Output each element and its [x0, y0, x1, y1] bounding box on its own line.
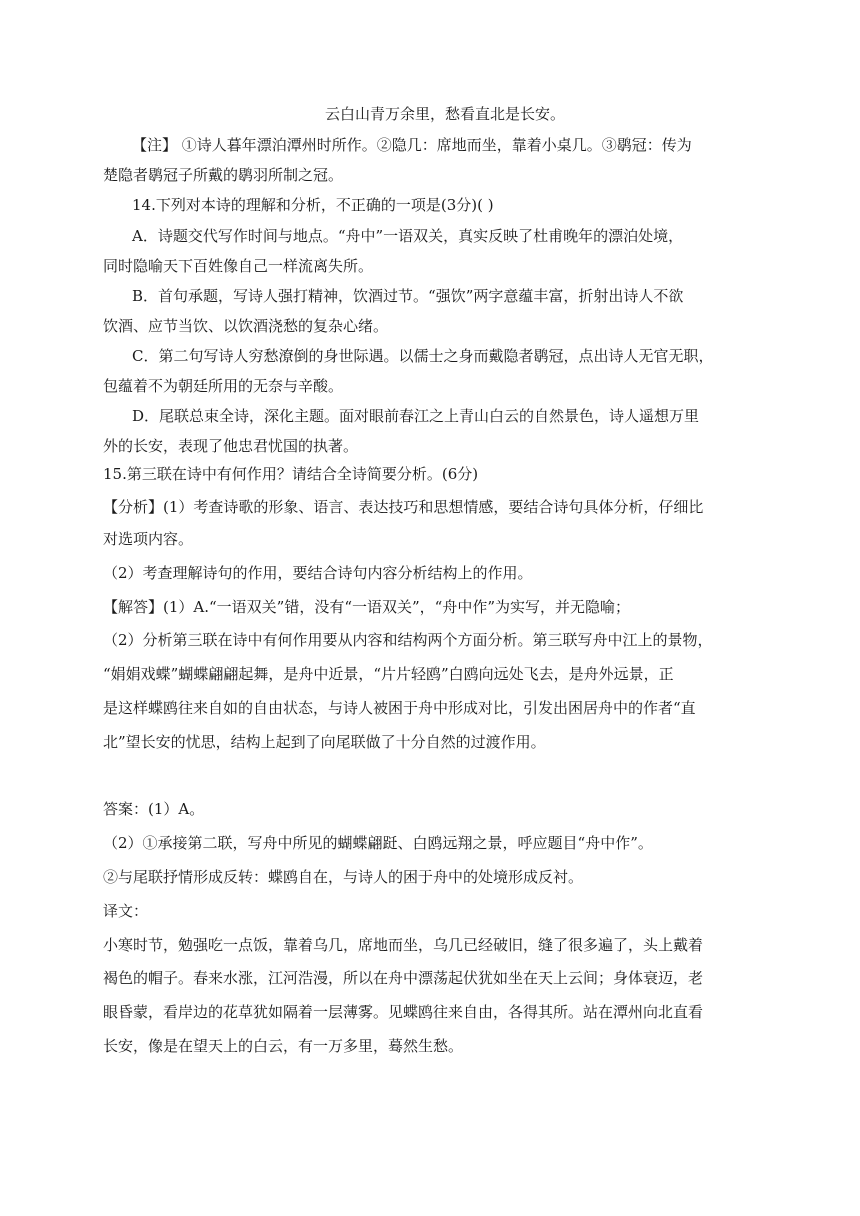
answer-line-3: ②与尾联抒情形成反转：蝶鸥自在，与诗人的困于舟中的处境形成反衬。	[103, 868, 584, 886]
solution-line-5: 北”望长安的忧思，结构上起到了向尾联做了十分自然的过渡作用。	[103, 733, 546, 751]
option-a-line-2: 同时隐喻天下百姓像自己一样流离失所。	[103, 257, 374, 275]
solution-line-4: 是这样蝶鸥往来自如的自由状态，与诗人被困于舟中形成对比，引发出困居舟中的作者“直	[103, 699, 696, 717]
analysis-line-2: 对选项内容。	[103, 530, 194, 548]
solution-line-1: 【解答】(1）A.“一语双关”错，没有“一语双关”，“舟中作”为实写，并无隐喻；	[103, 598, 631, 616]
analysis-line-3: （2）考查理解诗句的作用，要结合诗句内容分析结构上的作用。	[103, 564, 533, 582]
solution-line-3: “娟娟戏蝶”蝴蝶翩翩起舞，是舟中近景，“片片轻鸥”白鸥向远处飞去，是舟外远景，正	[103, 665, 674, 683]
translation-line-1: 小寒时节，勉强吃一点饭，靠着乌几，席地而坐，乌几已经破旧，缝了很多遍了，头上戴着	[103, 936, 704, 954]
poem-last-line: 云白山青万余里，愁看直北是长安。	[325, 105, 566, 123]
option-c-line-2: 包蕴着不为朝廷所用的无奈与辛酸。	[103, 377, 344, 395]
translation-line-3: 眼昏蒙，看岸边的花草犹如隔着一层薄雾。见蝶鸥往来自由，各得其所。站在潭州向北直看	[103, 1003, 704, 1021]
option-b-line-2: 饮酒、应节当饮、以饮酒浇愁的复杂心绪。	[103, 317, 389, 335]
option-c-line-1: C．第二句写诗人穷愁潦倒的身世际遇。以儒士之身而戴隐者鹖冠，点出诗人无官无职，	[132, 347, 714, 365]
question-14-stem: 14.下列对本诗的理解和分析，不正确的一项是(3分)( )	[132, 196, 494, 214]
translation-line-2: 褐色的帽子。春来水涨，江河浩漫，所以在舟中漂荡起伏犹如坐在天上云间；身体衰迈，老	[103, 969, 704, 987]
translation-line-4: 长安，像是在望天上的白云，有一万多里，蓦然生愁。	[103, 1037, 464, 1055]
question-15-stem: 15.第三联在诗中有何作用？请结合全诗简要分析。(6分)	[103, 465, 479, 483]
analysis-line-1: 【分析】(1）考查诗歌的形象、语言、表达技巧和思想情感，要结合诗句具体分析，仔细比	[103, 498, 704, 516]
option-b-line-1: B．首句承题，写诗人强打精神，饮酒过节。“强饮”两字意蕴丰富，折射出诗人不欲	[132, 287, 684, 305]
translation-label: 译文：	[103, 902, 149, 920]
option-d-line-1: D．尾联总束全诗，深化主题。面对眼前春江之上青山白云的自然景色，诗人遥想万里	[132, 407, 700, 425]
answer-line-2: （2）①承接第二联，写舟中所见的蝴蝶翩跹、白鸥远翔之景，呼应题目“舟中作”。	[103, 834, 653, 852]
solution-line-2: （2）分析第三联在诗中有何作用要从内容和结构两个方面分析。第三联写舟中江上的景物，	[103, 631, 713, 649]
note-line-1: 【注】 ①诗人暮年漂泊潭州时所作。②隐几：席地而坐，靠着小桌几。③鹖冠：传为	[132, 136, 692, 154]
option-d-line-2: 外的长安，表现了他忠君忧国的执著。	[103, 437, 359, 455]
note-line-2: 楚隐者鹖冠子所戴的鹖羽所制之冠。	[103, 166, 344, 184]
answer-line-1: 答案：(1）A。	[103, 800, 205, 818]
option-a-line-1: A．诗题交代写作时间与地点。“舟中”一语双关，真实反映了杜甫晚年的漂泊处境，	[132, 227, 684, 245]
